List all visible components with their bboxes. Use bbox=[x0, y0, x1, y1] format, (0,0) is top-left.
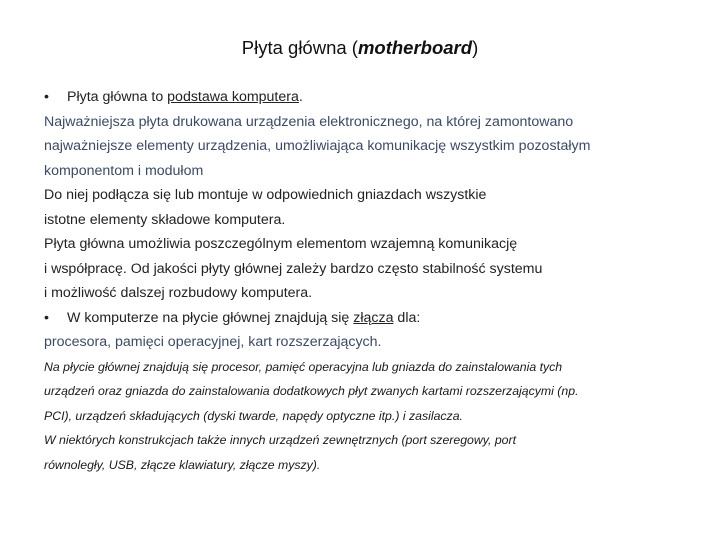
bullet-1-bold: Płyta główna bbox=[67, 89, 148, 105]
para-2-line: Do niej podłącza się lub montuje w odpowiednich gniazdach wszystkie bbox=[44, 187, 487, 203]
italic-line: W niektórych konstrukcjach także innych urządzeń zewnętrznych (port szeregowy, port bbox=[44, 433, 517, 447]
para-2-line: istotne elementy składowe komputera. bbox=[44, 211, 286, 228]
para-1-line: Najważniejsza płyta drukowana urządzenia elektronicznego, na której zamontowano bbox=[44, 113, 574, 130]
bullet-1 bbox=[44, 85, 704, 110]
para-3-line: i współpracę. Od jakości płyty głównej zależy bardzo często stabilność systemu bbox=[44, 260, 543, 277]
para-3-line: i możliwość dalszej rozbudowy komputera. bbox=[44, 285, 313, 301]
title-close: ) bbox=[472, 37, 479, 58]
bullet-2-text: W komputerze na płycie głównej znajdują się bbox=[67, 309, 354, 326]
italic-line: urządzeń oraz gniazda do zainstalowania dodatkowych płyt zwanych kartami rozszerzającymi (np. bbox=[44, 384, 579, 398]
bullet-icon: • bbox=[44, 309, 49, 326]
title-main: Płyta główna ( bbox=[241, 37, 358, 58]
link-zlacza[interactable]: złącza bbox=[353, 309, 394, 326]
italic-line: PCI), urządzeń składujących (dyski twarde, napędy optyczne itp.) i zasilacza. bbox=[44, 408, 463, 423]
para-3-line: Płyta główna umożliwia poszczególnym elementom wzajemną komunikację bbox=[44, 236, 518, 252]
italic-note bbox=[44, 355, 704, 478]
bullet-2-end: dla: bbox=[393, 309, 421, 326]
bullet-2 bbox=[44, 306, 704, 331]
title-subtitle: motherboard bbox=[357, 37, 473, 58]
link-podstawa-komputera[interactable]: podstawa komputera bbox=[167, 89, 299, 105]
bullet-1-end: . bbox=[298, 89, 303, 105]
bullet-2-continuation: procesora, pamięci operacyjnej, kart rozszerzających. bbox=[44, 334, 382, 350]
bullet-icon: • bbox=[44, 89, 49, 105]
slide-title bbox=[0, 37, 720, 59]
bullet-1-to: to bbox=[147, 89, 168, 105]
slide-body bbox=[44, 85, 704, 477]
para-1-line: komponentom i modułom bbox=[44, 162, 204, 179]
para-1-line: najważniejsze elementy urządzenia, umożliwiająca komunikację wszystkim pozostałym bbox=[44, 138, 591, 154]
italic-line: Na płycie głównej znajdują się procesor, pamięć operacyjna lub gniazda do zainstalowania tych bbox=[44, 359, 563, 374]
italic-line: równoległy, USB, złącze klawiatury, złącze myszy). bbox=[44, 457, 321, 472]
